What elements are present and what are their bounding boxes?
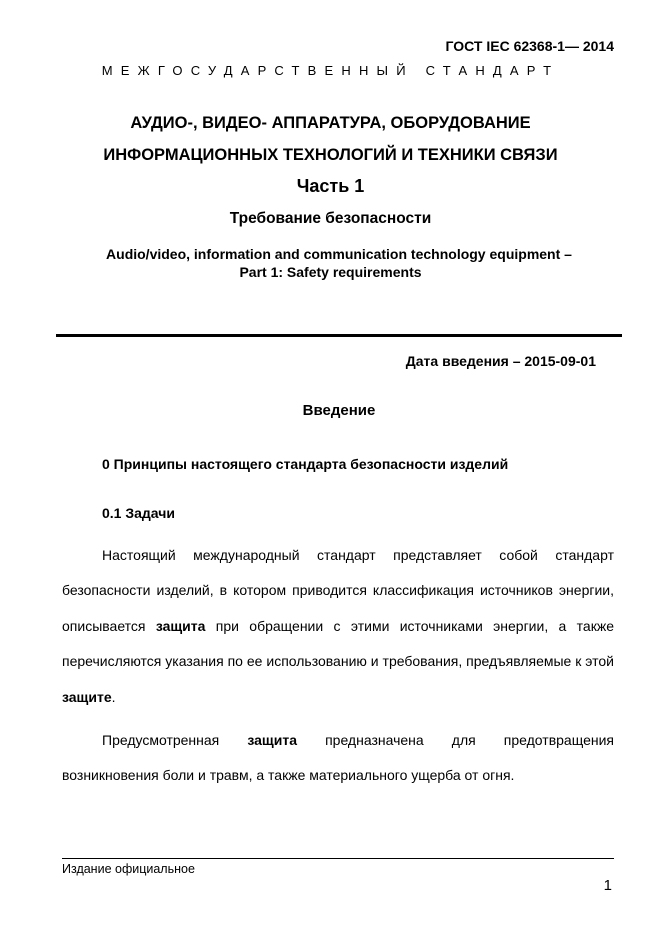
document-code: ГОСТ IEC 62368-1— 2014: [445, 38, 614, 54]
page-number: 1: [603, 877, 612, 894]
section-0-heading: 0 Принципы настоящего стандарта безопасности изделий: [102, 456, 509, 472]
interstate-standard-label: МЕЖГОСУДАРСТВЕННЫЙ СТАНДАРТ: [101, 63, 560, 78]
term-protection: защита: [155, 617, 206, 634]
paragraph-2-text-2: предназначена для предотвращения возникновения боли и травм, а также материального ущерба от огня.: [62, 732, 614, 784]
paragraph-1-text-3: .: [111, 688, 116, 705]
title-line-1: АУДИО-, ВИДЕО- АППАРАТУРА, ОБОРУДОВАНИЕ: [130, 114, 531, 132]
paragraph-1-text-1: Настоящий международный стандарт представляет собой стандарт безопасности изделий, в котором приводится классификация источников энергии, описывается: [62, 547, 614, 634]
effective-date: Дата введения – 2015-09-01: [405, 353, 596, 369]
introduction-heading: Введение: [302, 402, 376, 419]
subtitle: Требование безопасности: [229, 210, 432, 227]
paragraph-2: [62, 723, 614, 794]
term-protection: защита: [247, 732, 297, 748]
header-divider: [56, 334, 622, 337]
section-0-1-heading: 0.1 Задачи: [102, 505, 175, 521]
term-protection: защите: [62, 688, 112, 705]
paragraph-2-text-1: Предусмотренная: [102, 732, 248, 748]
part-number: Часть 1: [296, 176, 365, 196]
english-title-line-2: Part 1: Safety requirements: [239, 264, 422, 280]
paragraph-1-text-2: при обращении с этими источниками энергии, а также перечисляются указания по ее использованию и требования, предъявляемые к этой: [62, 617, 614, 670]
english-title-line-1: Audio/video, information and communication technology equipment –: [106, 246, 572, 262]
footer-divider: [62, 858, 614, 859]
title-line-2: ИНФОРМАЦИОННЫХ ТЕХНОЛОГИЙ И ТЕХНИКИ СВЯЗИ: [103, 146, 558, 164]
paragraph-1: [62, 538, 614, 715]
official-edition-note: Издание официальное: [62, 862, 195, 876]
